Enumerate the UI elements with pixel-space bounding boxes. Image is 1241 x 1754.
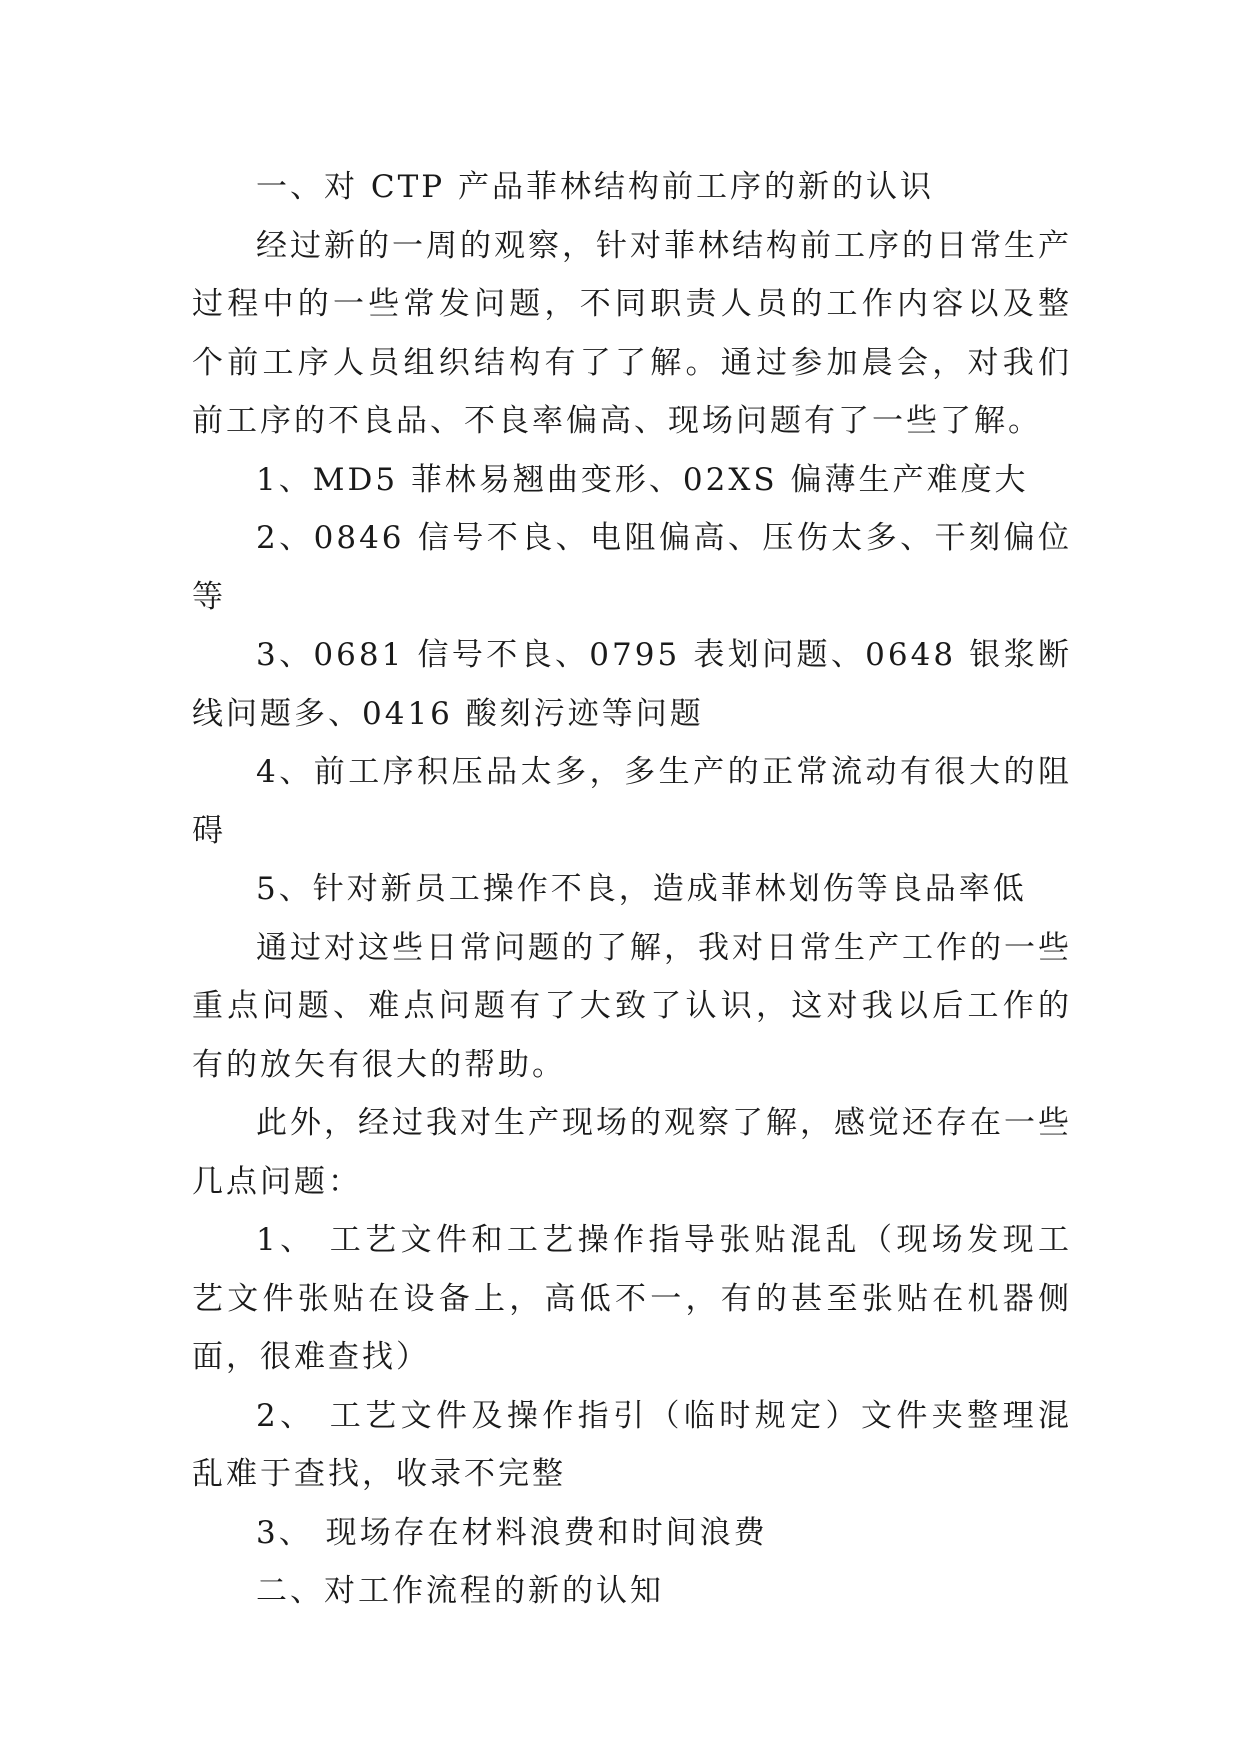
section-heading-1: 一、对 CTP 产品菲林结构前工序的新的认识 (256, 169, 934, 205)
list-item-5: 5、针对新员工操作不良，造成菲林划伤等良品率低 (256, 871, 1027, 907)
list-item-2: 2、0846 信号不良、电阻偏高、压伤太多、干刻偏位等 (192, 520, 1072, 615)
issue-item-2: 2、 工艺文件及操作指引（临时规定）文件夹整理混乱难于查找，收录不完整 (192, 1397, 1072, 1492)
list-item-4: 4、前工序积压品太多，多生产的正常流动有很大的阻碍 (192, 754, 1072, 849)
document-body (192, 158, 1072, 1621)
issue-item-3: 3、 现场存在材料浪费和时间浪费 (256, 1514, 768, 1551)
paragraph-summary: 通过对这些日常问题的了解，我对日常生产工作的一些重点问题、难点问题有了大致了认识，这对我以后工作的有的放矢有很大的帮助。 (192, 929, 1072, 1083)
issue-item-1: 1、 工艺文件和工艺操作指导张贴混乱（现场发现工艺文件张贴在设备上，高低不一，有的甚至张贴在机器侧面，很难查找） (192, 1222, 1072, 1375)
paragraph-observation: 经过新的一周的观察，针对菲林结构前工序的日常生产过程中的一些常发问题，不同职责人员的工作内容以及整个前工序人员组织结构有了了解。通过参加晨会，对我们前工序的不良品、不良率偏高、现场问题有了一些了解。 (192, 227, 1072, 439)
list-item-3: 3、0681 信号不良、0795 表划问题、0648 银浆断线问题多、0416 酸刻污迹等问题 (192, 637, 1072, 732)
section-heading-2: 二、对工作流程的新的认知 (256, 1573, 664, 1609)
list-item-1: 1、MD5 菲林易翘曲变形、02XS 偏薄生产难度大 (256, 461, 1029, 498)
paragraph-additional: 此外，经过我对生产现场的观察了解，感觉还存在一些几点问题： (192, 1105, 1072, 1200)
